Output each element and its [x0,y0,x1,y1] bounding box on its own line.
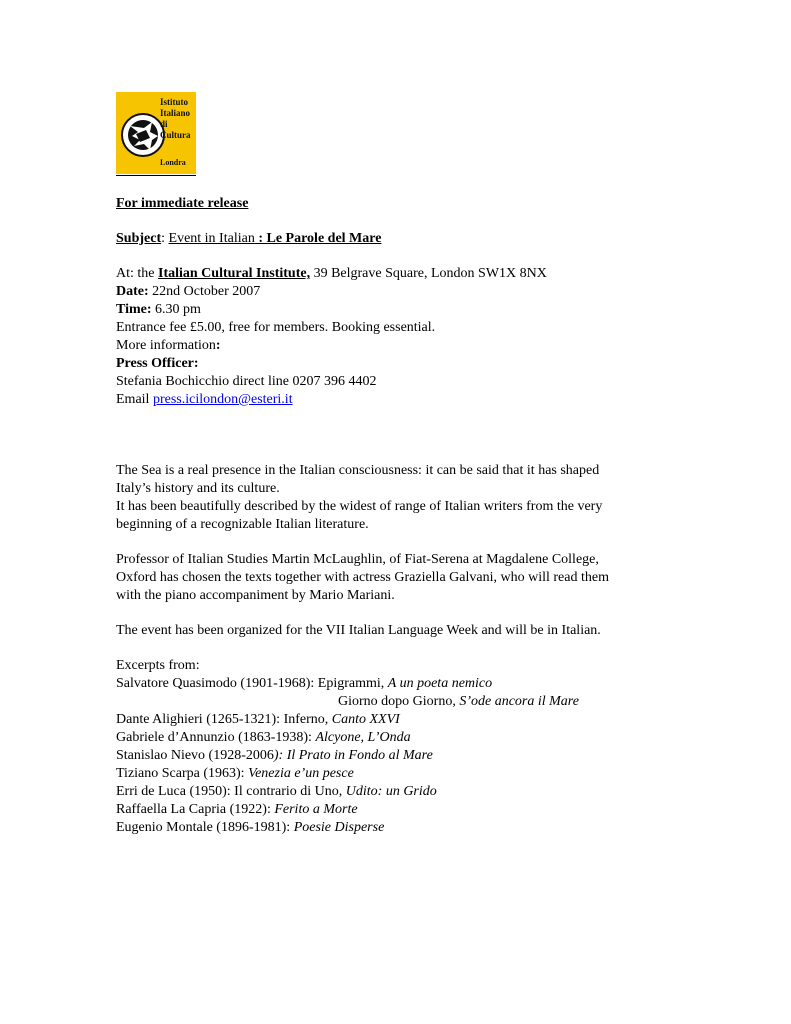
email-line [116,391,293,409]
excerpt-author: Raffaella La Capria (1922): [116,802,275,817]
email-link[interactable]: press.icilondon@esteri.it [152,392,293,407]
email-label: Email [116,392,153,407]
date-line [116,283,260,301]
excerpt-author: Giorno dopo Giorno, [338,694,460,709]
subject-label: Subject [116,231,162,246]
logo-city: Londra [160,158,186,167]
venue-line [116,265,547,283]
paragraph-line: Professor of Italian Studies Martin McLaughlin, of Fiat-Serena at Magdalene College, [116,552,599,567]
excerpt-title: Venezia e’un pesce [248,766,354,781]
more-info-label: More information [116,338,216,353]
institute-logo [116,92,196,174]
date-label: Date: [116,284,149,299]
date-value: 22nd October 2007 [148,284,261,299]
excerpt-item [116,765,354,783]
logo-text: Istituto Italiano di Cultura [160,97,191,140]
paragraph-line: Oxford has chosen the texts together with actress Graziella Galvani, who will read them [116,570,609,585]
venue-name: Italian Cultural Institute, [158,266,311,281]
excerpt-title: Alcyone, L’Onda [315,730,411,745]
subject-event: Event in Italian [168,231,255,246]
excerpt-author: Dante Alighieri (1265-1321): Inferno, [116,712,332,727]
excerpt-item [116,819,384,837]
at-label: At: the [116,266,158,281]
paragraph-line: Italy’s history and its culture. [116,481,280,496]
paragraph-line: The event has been organized for the VII Italian Language Week and will be in Italian. [116,623,601,638]
excerpt-author: Tiziano Scarpa (1963): [116,766,249,781]
excerpt-author: Salvatore Quasimodo (1901-1968): Epigrammi, [116,676,388,691]
subject-line [116,230,381,248]
excerpt-title: Canto XXVI [331,712,400,727]
excerpt-item [116,711,400,729]
excerpt-title: Ferito a Morte [274,802,358,817]
release-heading: For immediate release [116,196,249,211]
logo-underline [116,175,196,176]
fee-line: Entrance fee £5.00, free for members. Booking essential. [116,320,436,335]
excerpt-title: Udito: un Grido [345,784,437,799]
excerpts-heading: Excerpts from: [116,658,200,673]
time-line [116,301,201,319]
paragraph-line: beginning of a recognizable Italian literature. [116,517,369,532]
paragraph-line: with the piano accompaniment by Mario Mariani. [116,588,395,603]
subject-title: : Le Parole del Mare [254,231,382,246]
more-info-line [116,337,221,355]
excerpt-item [116,729,411,747]
excerpt-item [116,675,492,693]
contact-line: Stefania Bochicchio direct line 0207 396 4402 [116,374,377,389]
time-value: 6.30 pm [151,302,201,317]
excerpt-author: Gabriele d’Annunzio (1863-1938): [116,730,316,745]
subject-sep: : [161,231,169,246]
excerpt-title: ): Il Prato in Fondo al Mare [273,748,433,763]
paragraph-line: The Sea is a real presence in the Italian consciousness: it can be said that it has shaped [116,463,600,478]
more-info-colon: : [215,338,221,353]
excerpt-author: Erri de Luca (1950): Il contrario di Uno, [116,784,346,799]
venue-address: 39 Belgrave Square, London SW1X 8NX [310,266,547,281]
excerpt-item [338,693,579,711]
excerpt-title: A un poeta nemico [387,676,493,691]
paragraph-line: It has been beautifully described by the widest of range of Italian writers from the very [116,499,603,514]
excerpt-item [116,783,437,801]
excerpt-item [116,747,433,765]
press-officer-label: Press Officer: [116,356,199,371]
time-label: Time: [116,302,152,317]
excerpt-item [116,801,358,819]
excerpt-author: Stanislao Nievo (1928-2006 [116,748,274,763]
excerpt-title: S’ode ancora il Mare [459,694,579,709]
excerpt-title: Poesie Disperse [293,820,385,835]
excerpt-author: Eugenio Montale (1896-1981): [116,820,294,835]
